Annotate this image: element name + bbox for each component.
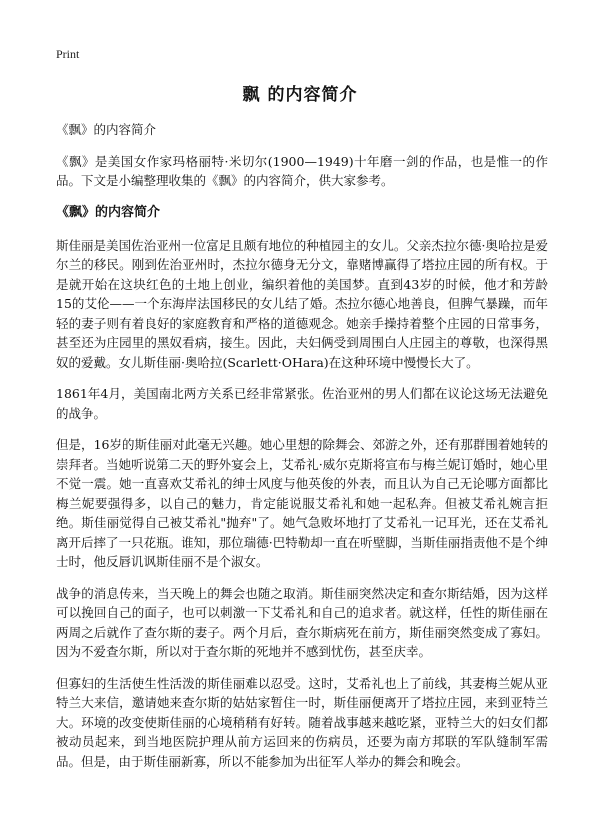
body-paragraph: 战争的消息传来，当天晚上的舞会也随之取消。斯佳丽突然决定和查尔斯结婚，因为这样可以挽回自己的面子，也可以刺激一下艾希礼和自己的追求者。就这样，任性的斯佳丽在两周之后就作了查尔斯的妻子。两个月后，查尔斯病死在前方，斯佳丽突然变成了寡妇。因为不爱查尔斯，所以对于查尔斯的死地并不感到忧伤，甚至庆幸。 [56,585,548,659]
section-heading: 《飘》的内容简介 [56,204,161,220]
body-paragraph: 但是，16岁的斯佳丽对此毫无兴趣。她心里想的除舞会、郊游之外，还有那群围着她转的崇拜者。当她听说第二天的野外宴会上，艾希礼·威尔克斯将宣布与梅兰妮订婚时，她心里不觉一震。她一直喜欢艾希礼的绅士风度与他英俊的外表，而且认为自己无论哪方面都比梅兰妮要强得多，以自己的魅力，肯定能说服艾希礼和她一起私奔。但被艾希礼婉言拒绝。斯佳丽觉得自己被艾希礼"抛弃"了。她气急败坏地打了艾希礼一记耳光，还在艾希礼离开后摔了一只花瓶。谁知，那位瑞德·巴特勒却一直在听壁脚，当斯佳丽指责他不是个绅士时，他反唇讥讽斯佳丽不是个淑女。 [56,437,548,569]
body-paragraph: 1861年4月，美国南北两方关系已经非常紧张。佐治亚州的男人们都在议论这场无法避免的战争。 [56,386,548,421]
print-link[interactable]: Print [56,47,80,61]
article-subtitle: 《飘》的内容简介 [56,122,157,137]
page-title: 飘 的内容简介 [242,85,358,105]
article-body [56,120,548,783]
body-paragraph: 斯佳丽是美国佐治亚州一位富足且颇有地位的种植园主的女儿。父亲杰拉尔德·奥哈拉是爱尔兰的移民。刚到佐治亚州时，杰拉尔德身无分文，靠赌博赢得了塔拉庄园的所有权。于是就开始在这块红色的土地上创业，编织着他的美国梦。直到43岁的时候，他才和芳龄15的艾伦——一个东海岸法国移民的女儿结了婚。杰拉尔德心地善良，但脾气暴躁，而年轻的妻子则有着良好的家庭教育和严格的道德观念。她亲手操持着整个庄园的日常事务，甚至还为庄园里的黑奴看病，接生。因此，夫妇俩受到周围白人庄园主的尊敬，也深得黑奴的爱戴。女儿斯佳丽·奥哈拉(Scarlett·OHara)在这种环境中慢慢长大了。 [56,237,548,370]
body-paragraph: 但寡妇的生活使生性活泼的斯佳丽难以忍受。这时，艾希礼也上了前线，其妻梅兰妮从亚特兰大来信，邀请她来查尔斯的姑姑家暂住一时，斯佳丽便离开了塔拉庄园，来到亚特兰大。环境的改变使斯佳丽的心境稍稍有好转。随着战事越来越吃紧，亚特兰大的妇女们都被动员起来，到当地医院护理从前方运回来的伤病员，还要为南方邦联的军队缝制军需品。但是，由于斯佳丽新寡，所以不能参加为出征军人举办的舞会和晚会。 [56,675,548,769]
intro-paragraph: 《飘》是美国女作家玛格丽特·米切尔(1900—1949)十年磨一剑的作品，也是惟一的作品。下文是小编整理收集的《飘》的内容简介，供大家参考。 [56,153,548,188]
